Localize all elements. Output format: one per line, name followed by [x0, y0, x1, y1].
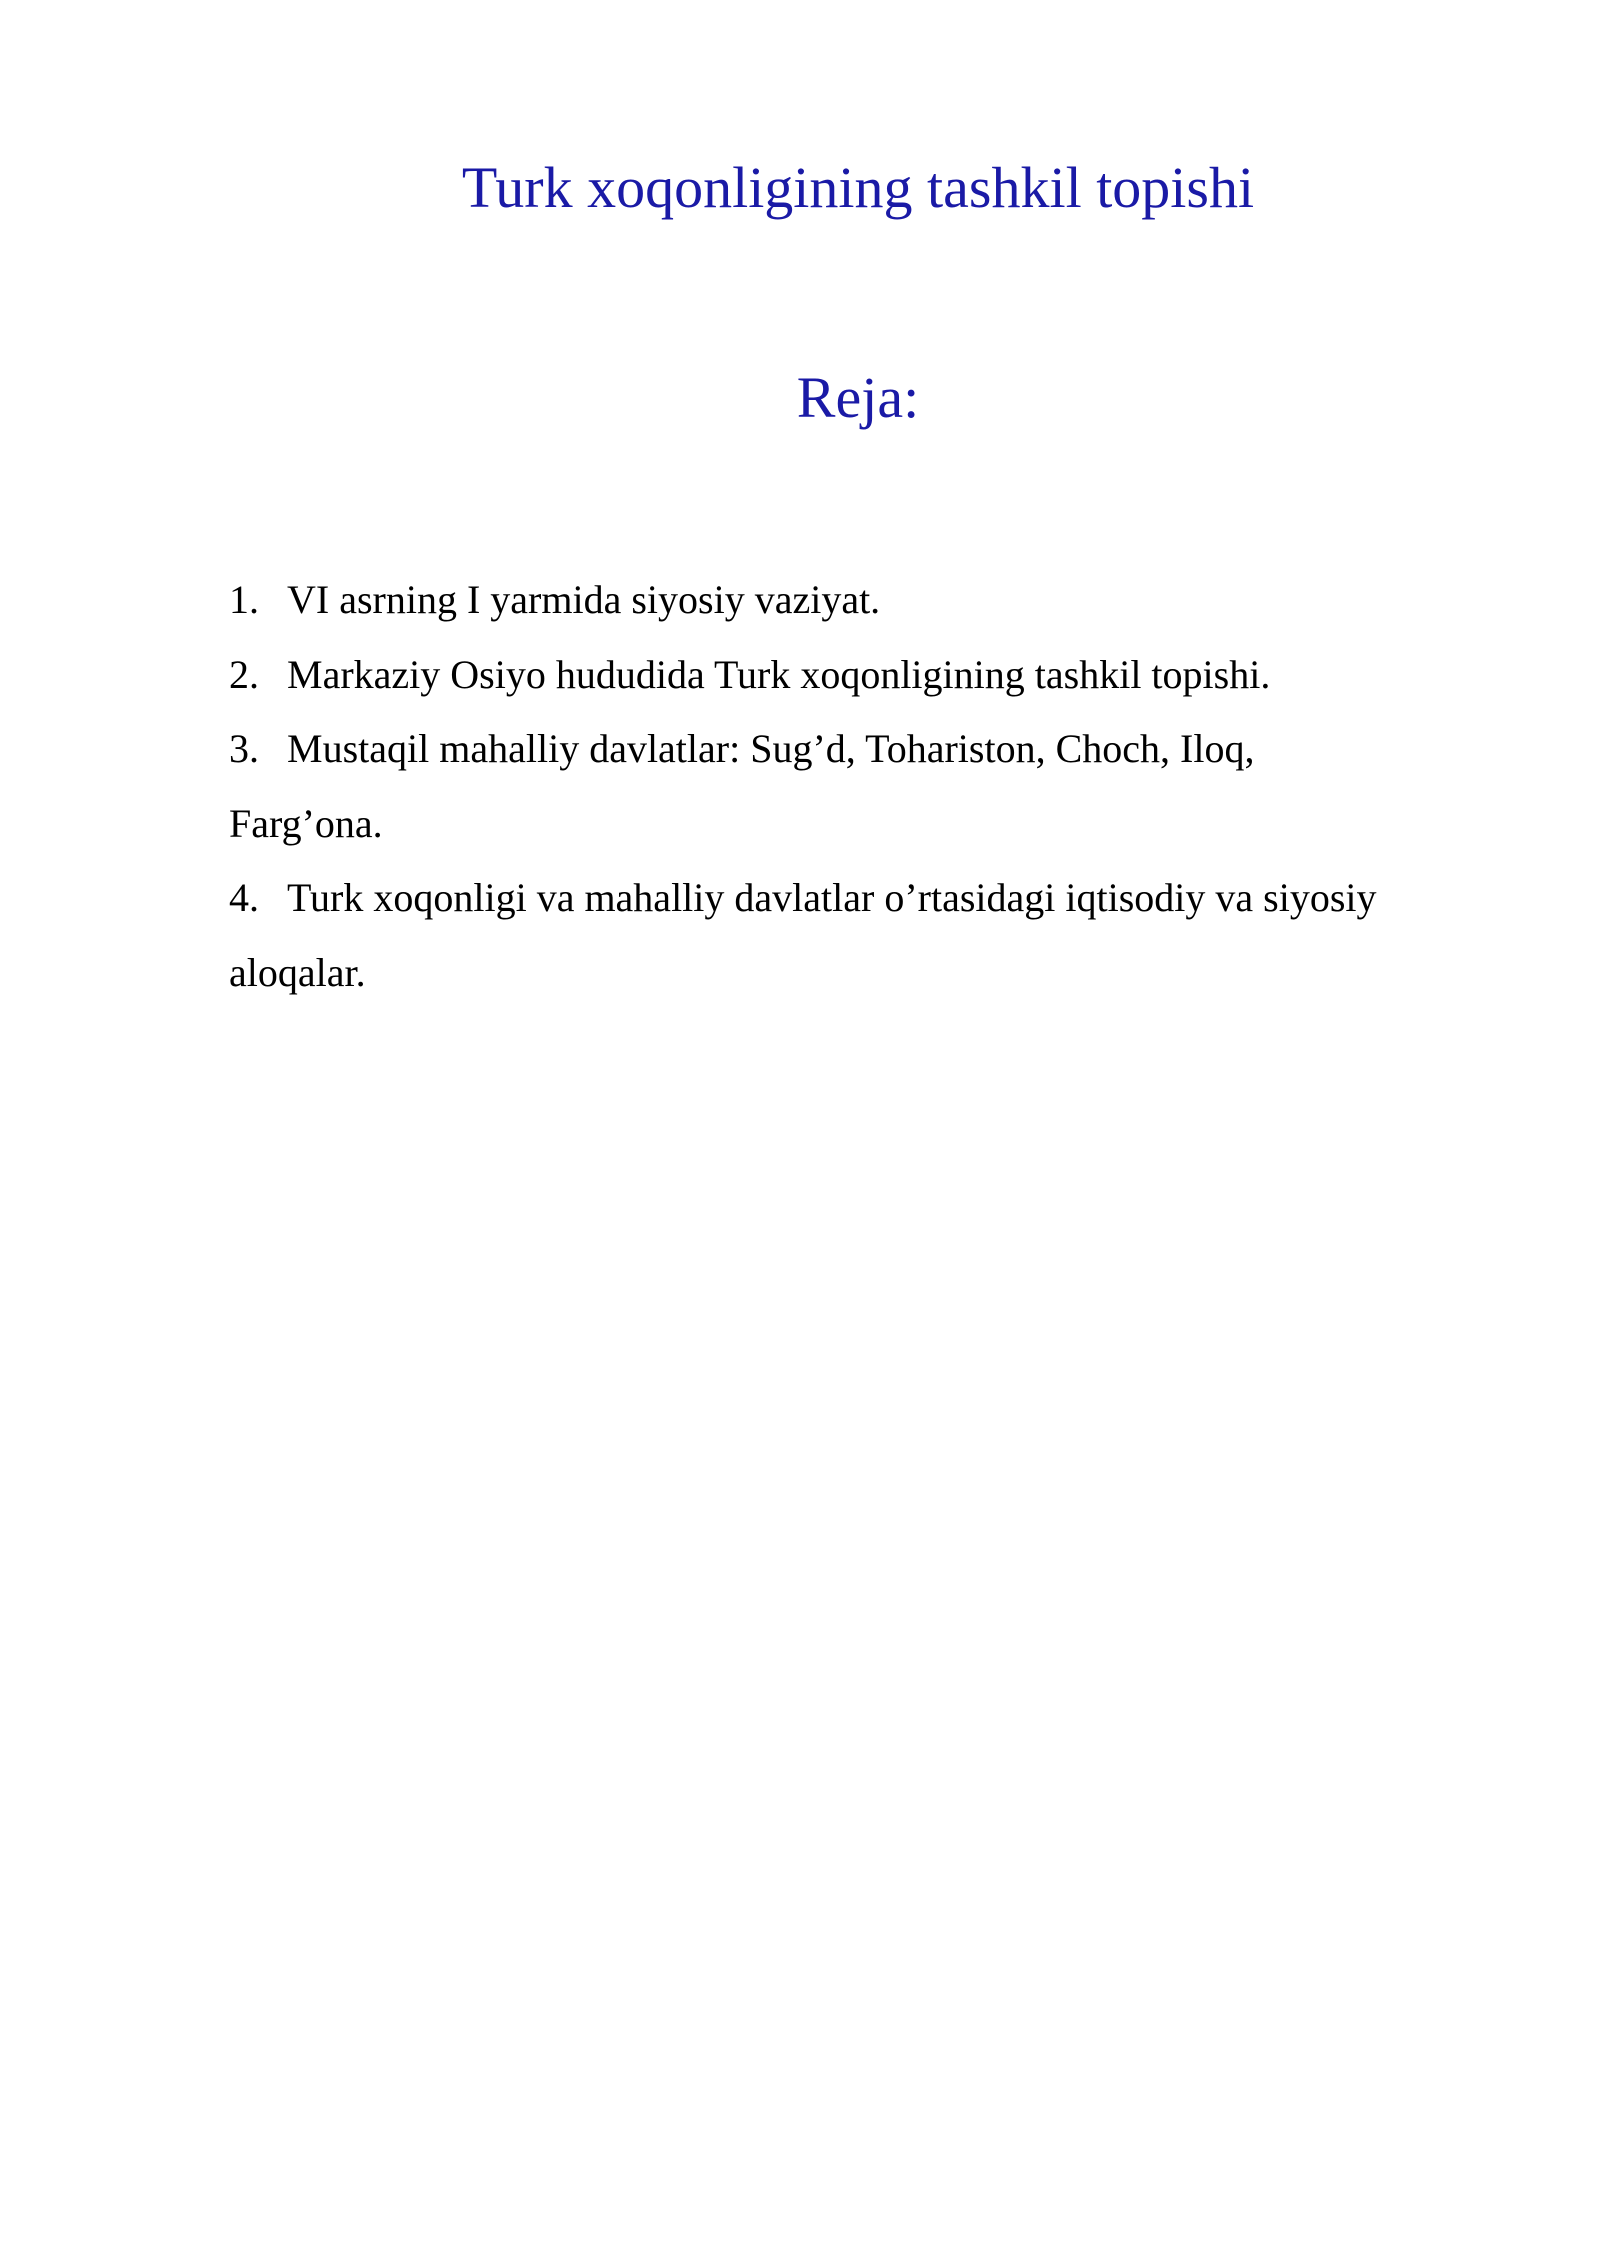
- plan-list: [229, 563, 1379, 1010]
- plan-item-text: VI asrning I yarmida siyosiy vaziyat.: [287, 577, 881, 622]
- document-title: Turk xoqonligining tashkil topishi: [461, 155, 1255, 220]
- plan-item-number: 1.: [229, 577, 259, 622]
- plan-item-1: [229, 563, 1379, 638]
- plan-item-text: Markaziy Osiyo hududida Turk xoqonligining tashkil topishi.: [287, 651, 1271, 697]
- plan-item-number: 2.: [229, 651, 259, 697]
- plan-item-2: [229, 638, 1379, 713]
- plan-item-4: [229, 861, 1379, 1010]
- plan-item-text: Turk xoqonligi va mahalliy davlatlar o’rtasidagi iqtisodiy va siyosiy aloqalar.: [229, 875, 1377, 995]
- plan-item-text: Mustaqil mahalliy davlatlar: Sug’d, Tohariston, Choch, Iloq, Farg’ona.: [229, 726, 1255, 846]
- plan-heading: Reja:: [796, 365, 920, 430]
- plan-item-number: 4.: [229, 875, 259, 920]
- plan-item-number: 3.: [229, 726, 259, 771]
- plan-item-3: [229, 712, 1379, 861]
